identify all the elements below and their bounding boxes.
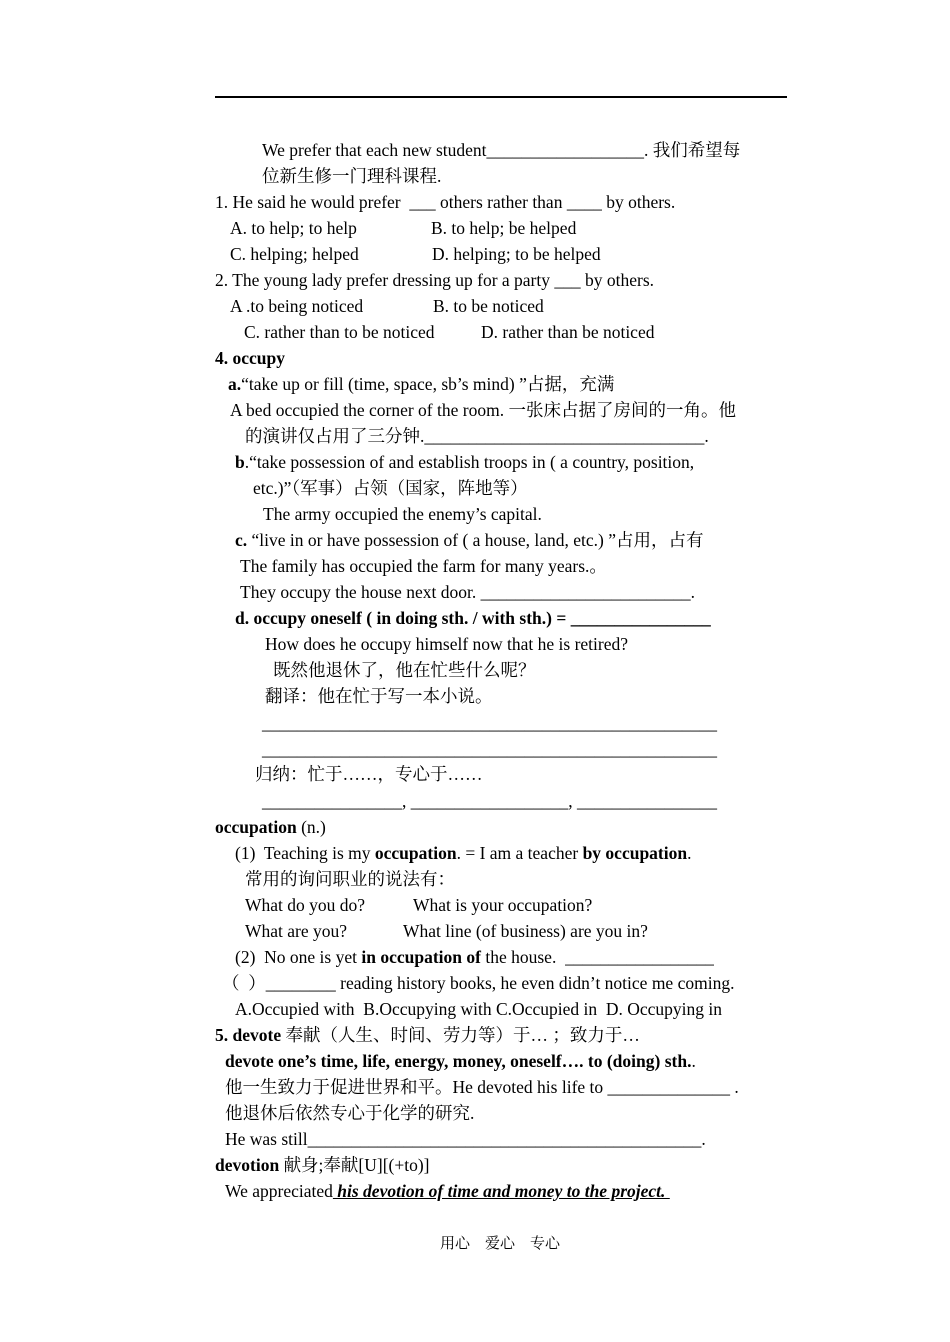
usage-1-bold-b: by occupation — [582, 843, 688, 863]
usage-2-bold: in occupation of — [361, 947, 481, 967]
sense-b-text: .“take possession of and establish troops in ( a country, position, — [244, 452, 695, 472]
devotion-word: devotion — [215, 1155, 280, 1175]
q1-option-a: A. to help; to help — [230, 218, 357, 238]
question-1: 1. He said he would prefer ___ others rather than ____ by others. — [215, 192, 676, 212]
ask-phrase-3: What are you? — [245, 921, 348, 941]
usage-1-text-b: . = I am a teacher — [456, 843, 583, 863]
usage-2-text-a: (2) No one is yet — [235, 947, 362, 967]
q2-option-b: B. to be noticed — [433, 296, 544, 316]
q2-option-d: D. rather than be noticed — [481, 322, 655, 342]
translate-prompt: 翻译：他在忙于写一本小说。 — [265, 686, 493, 706]
summary-prompt: 归纳：忙于……，专心于…… — [255, 764, 483, 784]
occupation-pos: (n.) — [296, 817, 326, 837]
answer-blank-1: ____________________________________________________ — [262, 713, 717, 733]
usage-1-bold-a: occupation — [374, 843, 457, 863]
devotion-example — [225, 1179, 670, 1203]
occupation-usage-2 — [235, 945, 714, 969]
sense-c — [235, 528, 704, 552]
sense-b-label: b — [235, 452, 245, 472]
q1-option-b: B. to help; be helped — [431, 218, 577, 238]
q1-option-c: C. helping; helped — [230, 244, 359, 264]
sense-a — [228, 372, 614, 396]
ask-occupation-intro: 常用的询问职业的说法有： — [245, 869, 455, 889]
usage-1-text-c: . — [687, 843, 692, 863]
sense-c-example-2: They occupy the house next door. ________________________. — [240, 582, 695, 602]
page-footer: 用心 爱心 专心 — [439, 1236, 560, 1252]
usage-1-text-a: (1) Teaching is my — [235, 843, 375, 863]
question-2: 2. The young lady prefer dressing up for a party ___ by others. — [215, 270, 655, 290]
sense-a-translate: 的演讲仅占用了三分钟.________________________________. — [245, 426, 709, 446]
devotion-example-text: We appreciated — [225, 1181, 333, 1201]
ask-phrase-1: What do you do? — [245, 895, 366, 915]
occupation-word: occupation — [215, 817, 297, 837]
devote-word: 5. devote — [215, 1025, 282, 1045]
example-prefer: We prefer that each new student__________________. 我们希望每 — [262, 140, 741, 160]
sense-b-cont: etc.)”（军事）占领（国家，阵地等） — [253, 478, 528, 498]
devote-meaning: 奉献（人生、时间、劳力等）于… ；致力于… — [281, 1025, 640, 1045]
sense-b-example: The army occupied the enemy’s capital. — [263, 504, 542, 524]
sense-b — [235, 450, 786, 474]
question-occupy-options: A.Occupied with B.Occupying with C.Occupied in D. Occupying in — [235, 999, 722, 1019]
devotion-meaning: 献身;奉献[U][(+to)] — [279, 1155, 430, 1175]
devote-pattern-bold: devote one’s time, life, energy, money, oneself…. to (doing) sth. — [225, 1051, 692, 1071]
question-occupy: （ ）________ reading history books, he even didn’t notice me coming. — [222, 973, 735, 993]
usage-2-text-b: the house. _________________ — [480, 947, 714, 967]
sense-c-label: c. — [235, 530, 248, 550]
sense-c-example-1: The family has occupied the farm for many years.。 — [240, 556, 607, 576]
sense-a-label: a. — [228, 374, 242, 394]
devotion-example-emphasis: his devotion of time and money to the project. — [332, 1181, 670, 1201]
devote-example-2-blank: He was still_____________________________________________. — [225, 1129, 706, 1149]
devote-pattern — [225, 1049, 696, 1073]
sense-a-text: “take up or fill (time, space, sb’s mind) ”占据，充满 — [241, 374, 615, 394]
devote-pattern-end: . — [691, 1051, 696, 1071]
sense-d: d. occupy oneself ( in doing sth. / with sth.) = ________________ — [235, 608, 711, 628]
ask-phrase-2: What is your occupation? — [413, 895, 593, 915]
sense-d-example: How does he occupy himself now that he is retired? — [265, 634, 629, 654]
sense-d-example-cn: 既然他退休了，他在忙些什么呢？ — [273, 660, 536, 680]
sense-c-text: “live in or have possession of ( a house, land, etc.) ”占用，占有 — [247, 530, 704, 550]
heading-occupy: 4. occupy — [215, 348, 285, 368]
q2-option-a: A .to being noticed — [230, 296, 364, 316]
q2-option-c: C. rather than to be noticed — [244, 322, 435, 342]
heading-occupation — [215, 815, 326, 839]
ask-phrase-4: What line (of business) are you in? — [403, 921, 648, 941]
example-prefer-cont: 位新生修一门理科课程. — [262, 166, 442, 186]
header-rule — [215, 96, 787, 98]
devote-example-1: 他一生致力于促进世界和平。He devoted his life to ______________ . — [225, 1077, 739, 1097]
summary-blanks: ________________, __________________, ________________ — [262, 791, 717, 811]
sense-a-example: A bed occupied the corner of the room. 一张床占据了房间的一角。他 — [230, 400, 736, 420]
heading-devote — [215, 1023, 640, 1047]
occupation-usage-1 — [235, 841, 691, 865]
devote-example-2-cn: 他退休后依然专心于化学的研究. — [225, 1103, 475, 1123]
answer-blank-2: ____________________________________________________ — [262, 739, 717, 759]
q1-option-d: D. helping; to be helped — [432, 244, 601, 264]
heading-devotion — [215, 1153, 430, 1177]
